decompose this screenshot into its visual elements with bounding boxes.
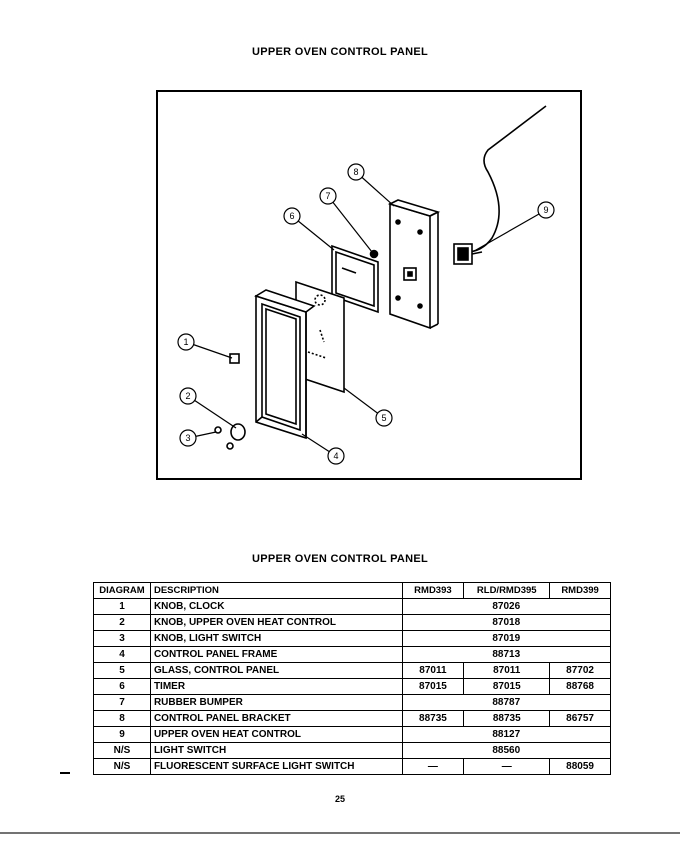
header-diagram: DIAGRAM bbox=[94, 583, 151, 599]
table-title: UPPER OVEN CONTROL PANEL bbox=[251, 553, 429, 565]
callout-4: 4 bbox=[333, 451, 339, 461]
cell-rmd393: — bbox=[402, 759, 464, 775]
cell-description: KNOB, UPPER OVEN HEAT CONTROL bbox=[150, 615, 402, 631]
cell-diagram: 3 bbox=[94, 631, 151, 647]
parts-table-body bbox=[94, 599, 611, 775]
callout-7: 7 bbox=[325, 191, 331, 201]
cell-diagram: 1 bbox=[94, 599, 151, 615]
cell-part-number-all-models: 87019 bbox=[402, 631, 610, 647]
cell-diagram: N/S bbox=[94, 743, 151, 759]
cell-diagram: 6 bbox=[94, 679, 151, 695]
callout-3: 3 bbox=[185, 433, 191, 443]
cell-diagram: 7 bbox=[94, 695, 151, 711]
table-row bbox=[94, 599, 611, 615]
table-header-row bbox=[94, 583, 611, 599]
cell-description: CONTROL PANEL FRAME bbox=[150, 647, 402, 663]
cell-rld-rmd395: 88735 bbox=[464, 711, 550, 727]
cell-description: RUBBER BUMPER bbox=[150, 695, 402, 711]
page-number: 25 bbox=[334, 794, 345, 804]
cell-rmd399: 86757 bbox=[550, 711, 611, 727]
cell-rld-rmd395: 87011 bbox=[464, 663, 550, 679]
cell-description: KNOB, CLOCK bbox=[150, 599, 402, 615]
cell-rmd393: 88735 bbox=[402, 711, 464, 727]
cell-diagram: 5 bbox=[94, 663, 151, 679]
cell-description: GLASS, CONTROL PANEL bbox=[150, 663, 402, 679]
cell-rmd393: 87015 bbox=[402, 679, 464, 695]
control-panel-frame-part bbox=[256, 290, 314, 438]
cell-diagram: 2 bbox=[94, 615, 151, 631]
cell-part-number-all-models: 87026 bbox=[402, 599, 610, 615]
callout-6: 6 bbox=[289, 211, 295, 221]
page-title: UPPER OVEN CONTROL PANEL bbox=[251, 46, 429, 58]
heat-control-part bbox=[454, 244, 482, 264]
cell-description: TIMER bbox=[150, 679, 402, 695]
table-row bbox=[94, 695, 611, 711]
cell-part-number-all-models: 88787 bbox=[402, 695, 610, 711]
exploded-parts-diagram bbox=[156, 90, 582, 480]
table-row bbox=[94, 615, 611, 631]
header-rmd399: RMD399 bbox=[550, 583, 611, 599]
callout-2: 2 bbox=[185, 391, 191, 401]
cell-part-number-all-models: 88127 bbox=[402, 727, 610, 743]
cell-description: KNOB, LIGHT SWITCH bbox=[150, 631, 402, 647]
cell-rld-rmd395: — bbox=[464, 759, 550, 775]
cell-diagram: 8 bbox=[94, 711, 151, 727]
cell-part-number-all-models: 88713 bbox=[402, 647, 610, 663]
header-rmd393: RMD393 bbox=[402, 583, 464, 599]
table-row bbox=[94, 743, 611, 759]
cell-description: FLUORESCENT SURFACE LIGHT SWITCH bbox=[150, 759, 402, 775]
callout-5: 5 bbox=[381, 413, 387, 423]
table-row bbox=[94, 647, 611, 663]
table-row bbox=[94, 727, 611, 743]
cell-description: UPPER OVEN HEAT CONTROL bbox=[150, 727, 402, 743]
parts-table bbox=[93, 582, 611, 775]
table-row bbox=[94, 711, 611, 727]
cell-part-number-all-models: 88560 bbox=[402, 743, 610, 759]
cell-part-number-all-models: 87018 bbox=[402, 615, 610, 631]
header-rld-rmd395: RLD/RMD395 bbox=[464, 583, 550, 599]
table-row bbox=[94, 631, 611, 647]
cell-rmd393: 87011 bbox=[402, 663, 464, 679]
control-panel-bracket-part bbox=[390, 200, 438, 328]
scan-edge bbox=[0, 832, 680, 834]
table-row bbox=[94, 679, 611, 695]
cell-rmd399: 87702 bbox=[550, 663, 611, 679]
clock-knob-part bbox=[230, 354, 239, 363]
cell-rld-rmd395: 87015 bbox=[464, 679, 550, 695]
capillary-wire bbox=[466, 106, 549, 252]
header-description: DESCRIPTION bbox=[150, 583, 402, 599]
cell-rmd399: 88768 bbox=[550, 679, 611, 695]
callout-1: 1 bbox=[183, 337, 189, 347]
callout-9: 9 bbox=[543, 205, 549, 215]
cell-rmd399: 88059 bbox=[550, 759, 611, 775]
table-row bbox=[94, 759, 611, 775]
cell-diagram: N/S bbox=[94, 759, 151, 775]
cell-description: LIGHT SWITCH bbox=[150, 743, 402, 759]
cell-diagram: 4 bbox=[94, 647, 151, 663]
cell-diagram: 9 bbox=[94, 727, 151, 743]
scan-mark bbox=[60, 772, 70, 774]
callout-8: 8 bbox=[353, 167, 359, 177]
table-row bbox=[94, 663, 611, 679]
cell-description: CONTROL PANEL BRACKET bbox=[150, 711, 402, 727]
diagram-drawing bbox=[158, 92, 580, 478]
